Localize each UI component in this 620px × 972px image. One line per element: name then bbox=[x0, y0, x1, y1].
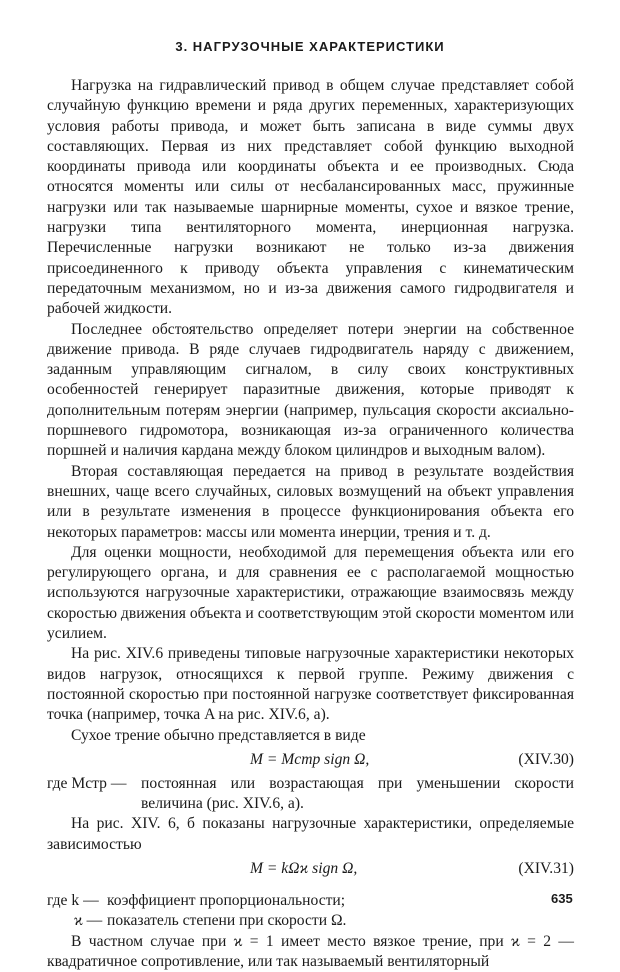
formula-xiv-31 bbox=[47, 855, 574, 883]
definition-kappa bbox=[47, 911, 574, 931]
definition-k bbox=[47, 891, 574, 911]
definition-label: где Mстр — bbox=[47, 774, 127, 792]
paragraph-second-component: Вторая составляющая передается на привод в результате воздействия внешних, чаще всего случайных, силовых возмущений на объект управления или в результате изменения в процессе функционирования объекта его некоторых параметров: массы или момента инерции, трения и т. д. bbox=[47, 462, 574, 541]
formula-expression: M = kΩϰ sign Ω, bbox=[250, 859, 358, 877]
formula-number: (XIV.30) bbox=[518, 750, 574, 768]
page-number: 635 bbox=[551, 891, 573, 906]
paragraph-load-overview: Нагрузка на гидравлический привод в общем случае представляет собой случайную функцию времени и ряда других переменных, характеризующих условия работы привода, и может быть записана в виде суммы двух составляющих. Первая из них представляет собой функцию выходной координаты привода или координаты объекта и ее производных. Сюда относятся моменты или силы от несбалансированных масс, пружинные нагрузки или так называемые шарнирные моменты, сухое и вязкое трение, нагрузки типа вентиляторного момента, инерционная нагрузка. Перечисленные нагрузки возникают не только из-за движения присоединенного к приводу объекта управления с кинематическим передаточным механизмом, но и из-за движения самого гидродвигателя и рабочей жидкости. bbox=[47, 77, 574, 318]
paragraph-figure-reference: На рис. XIV.6 приведены типовые нагрузочные характеристики некоторых видов нагрузок, относящихся к первой группе. Режиму движения с постоянной скоростью при постоянной нагрузке соответствует фиксированная точка (например, точка A на рис. XIV.6, a). bbox=[47, 645, 574, 724]
paragraph-power-estimate: Для оценки мощности, необходимой для перемещения объекта или его регулирующего органа, и для сравнения ее с располагаемой мощностью используются нагрузочные характеристики, отражающие взаимосвязь между скоростью движения объекта и соответствующим этой скорости моментом или усилием. bbox=[47, 543, 574, 643]
formula-xiv-30 bbox=[47, 746, 574, 774]
paragraph-figure-b: На рис. XIV. 6, б показаны нагрузочные характеристики, определяемые зависимостью bbox=[47, 815, 574, 853]
definition-text: постоянная или возрастающая при уменьшении скорости величина (рис. XIV.6, a). bbox=[141, 774, 574, 813]
definition-label: где k — bbox=[47, 891, 99, 909]
section-heading: 3. НАГРУЗОЧНЫЕ ХАРАКТЕРИСТИКИ bbox=[175, 39, 445, 54]
formula-number: (XIV.31) bbox=[518, 859, 574, 877]
formula-expression: M = Mстр sign Ω, bbox=[250, 750, 370, 768]
paragraph-special-case: В частном случае при ϰ = 1 имеет место вязкое трение, при ϰ = 2 — квадратичное сопротивление, или так называемый вентиляторный bbox=[47, 932, 574, 970]
definition-mstr bbox=[47, 774, 574, 815]
paragraph-energy-losses: Последнее обстоятельство определяет потери энергии на собственное движение привода. В ряде случаев гидродвигатель наряду с движением, заданным управляющим сигналом, в силу своих конструктивных особенностей генерирует паразитные движения, которые приводят к дополнительным потерям энергии (например, пульсация скорости аксиально-поршневого гидромотора, возникающая из-за ограниченного количества поршней и наличия кардана между блоком цилиндров и выходным валом). bbox=[47, 320, 574, 460]
definition-text: показатель степени при скорости Ω. bbox=[107, 912, 347, 930]
definition-text: коэффициент пропорциональности; bbox=[107, 891, 346, 909]
definition-label: ϰ — bbox=[74, 912, 103, 930]
paragraph-dry-friction: Сухое трение обычно представляется в виде bbox=[71, 726, 366, 744]
body-text bbox=[47, 76, 574, 972]
